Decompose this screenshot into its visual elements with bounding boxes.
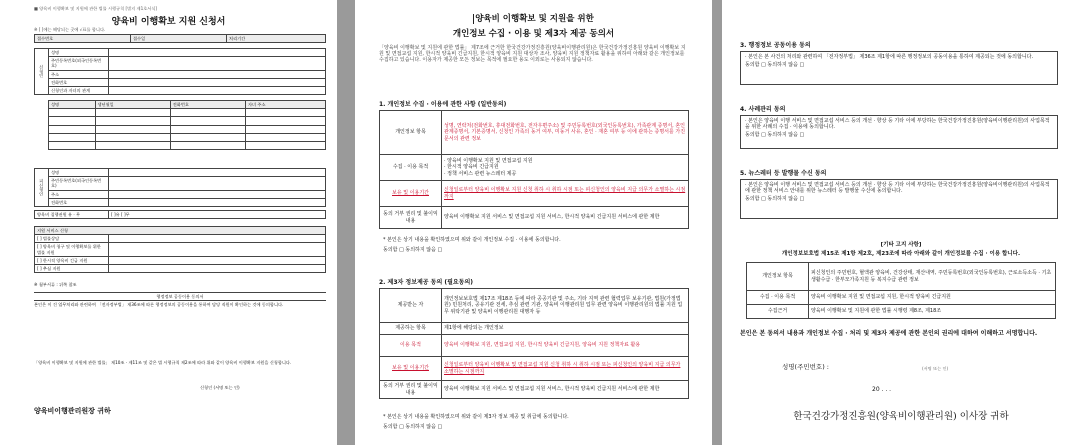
respondent-row-value[interactable] [109,169,326,177]
service-option[interactable]: [ ] 한시적 양육비 긴급 지원 [35,256,109,264]
child-cell[interactable] [170,117,245,125]
other-title: [기타 고지 사항] [880,242,922,248]
child-header-cell: 전화번호 [170,101,245,109]
header-cell: 접수번호 [35,35,131,43]
applicant-row-value[interactable] [109,57,326,70]
respondent-row-label: 주소 [49,190,109,198]
header-cell: 처리기간 [227,35,326,43]
child-header-cell: 자녀 주소 [246,101,326,109]
respondent-row-value[interactable] [109,190,326,198]
services-label: 지원 서비스 신청 [35,227,326,235]
attach-note: ※ 첨부서류 : 뒤쪽 참조 [34,282,77,287]
child-cell[interactable] [246,117,326,125]
support-table [34,210,326,219]
form-footer: 양육비이행관리원장 귀하 [34,407,111,415]
sign-label: 성명(주민번호) : [782,363,830,371]
s5-box [740,179,1058,219]
s3-agree[interactable]: 동의함 □ 동의하지 않음 □ [745,62,805,69]
form-sub-note: ※ [ ]에는 해당되는 곳에 √표를 합니다. [34,27,106,32]
applicant-table [34,48,326,95]
s1-value-purpose: · 양육비 이행확보 지원 및 면접교섭 지원 · 한시적 양육비 긴급지원 · 정책 서비스 관련 뉴스레터 제공 [442,155,689,181]
child-cell[interactable] [95,133,170,141]
closing-text: 본인은 본 동의서 내용과 개인정보 수집 · 처리 및 제3자 제공에 관한 본인의 권리에 대하여 이해하고 서명합니다. [740,330,1038,337]
other-table [746,262,1056,319]
s2-value-recipient: 개인정보보호법 제17조 제18조 등에 따라 공공기관 및 주소, 기타 지역 관련 협력업무 보유기관, 법원(가정법원) 민원처리, 공유기관 전세, 추심 관련 기관, 양육비 이행관리원 업무 관련 양육비 이행관리원의 법률 지원 업무 위탁기관 및 양육비 이행관리원 대행자 등 [442,289,689,323]
s2-label-refuse: 동의 거부 권리 및 불이익 내용 [380,381,442,399]
s1-value-period: 신청일로부터 양육비 이행확보 지원 신청 취하 시 취하 시점 또는 피신청인의 양육비 지급 의무가 소멸하는 시점까지 [442,181,689,207]
other-label-basis: 수집근거 [747,305,809,319]
s2-label-items: 제공하는 항목 [380,323,442,335]
service-option[interactable]: [ ] 추심 지원 [35,265,109,273]
service-desc [109,235,326,243]
s1-label-items: 개인정보 항목 [380,111,442,155]
consent-header: 행정정보 공동이용 동의서 [34,292,326,301]
applicant-row-label: 신청인과 자녀의 관계 [49,87,109,95]
consent-title-line2: 개인정보 수집 · 이용 및 제3자 제공 동의서 [452,29,615,39]
section2-note: * 본인은 상기 내용을 확인하였으며 위와 같이 제3자 정보 제공 및 취급에 동의합니다. [383,414,569,420]
child-cell[interactable] [95,125,170,133]
child-cell[interactable] [95,117,170,125]
consent-text: 본인은 이 건 업무처리와 관련하여 「전자정부법」 제36조에 따른 행정정보의 공동이용을 통하여 담당 직원이 확인하는 것에 동의합니다. [34,302,284,307]
s1-value-items: 성명, 연락처(전화번호, 휴대전화번호, 전자우편주소) 및 주민등록번호(외국인등록번호), 가족관계 증명서, 혼인관계증명서, 기본증명서, 신청인 가족의 동거 여부, 미동거 사유, 혼인 · 재혼 여부 등 이에 관하는 증명서를 가진 문서의 관련 정보 [442,111,689,155]
section1-note: * 본인은 상기 내용을 확인하였으며 위와 같이 개인정보 수집 · 이용에 동의합니다. [383,237,561,243]
other-value-purpose: 양육비 이행확보 지원 및 면접교섭 지원, 한시적 양육비 긴급지원 [809,291,1056,305]
service-desc [109,265,326,273]
child-cell[interactable] [170,125,245,133]
applicant-row-value[interactable] [109,49,326,57]
consent-footer: 한국건강가정진흥원(양육비이행관리원) 이사장 귀하 [793,411,1009,422]
service-desc [109,243,326,256]
services-table [34,226,326,273]
header-cell: 접수일 [131,35,227,43]
s1-label-refuse: 동의 거부 권리 및 불이익 내용 [380,207,442,229]
consent-intro: 「양육비 이행확보 및 지원에 관한 법률」 제7조에 근거한 한국건강가정진흥원(양육비이행관리원)은 한국건강가정진흥원 양육비 이행확보 지원 및 면접교섭 지원, 한시적 양육비 긴급지원, 한시적 양육비 지원 대상자 조사, 양육비 지원 정책자료 활용을 위하여 아래와 같은 개인정보를 수집하고 있습니다. 이용자가 제공한 모든 정보는 목적에 필요한 용도 이외로는 사용되지 않습니다. [379,45,686,64]
s2-value-period: 신청일로부터 양육비 이행확보 및 면접교섭 지원 신청 취하 시 취하 시점 또는 피신청인의 양육비 지급 의무가 소멸하는 시점까지 [442,357,689,381]
s3-box [740,51,1058,85]
applicant-row-value[interactable] [109,78,326,86]
page-privacy-consent [355,0,712,445]
applicant-row-value[interactable] [109,70,326,78]
respondent-label: 피신청인 [35,169,49,207]
page-consent-continued [722,0,1080,445]
child-cell[interactable] [49,125,96,133]
applicant-row-label: 전화번호 [49,78,109,86]
other-label-items: 개인정보 항목 [747,263,809,291]
s4-title: 4. 사례관리 동의 [740,106,786,113]
child-cell[interactable] [246,133,326,141]
section2-table [379,288,689,399]
section1-agree[interactable]: 동의함 □ 동의하지 않음 □ [383,247,443,253]
applicant-row-label: 주소 [49,70,109,78]
s2-label-recipient: 제공받는 자 [380,289,442,323]
respondent-row-label: 전화번호 [49,198,109,206]
child-cell[interactable] [246,109,326,117]
service-option[interactable]: [ ] 양육비 청구 및 이행확보를 위한 법률 지원 [35,243,109,256]
section2-title: 2. 제3자 정보제공 동의 (필요동의) [379,279,474,286]
applicant-row-label: 성명 [49,49,109,57]
section1-table [379,110,689,229]
applicant-row-label: 주민등록번호(외국인등록번호) [49,57,109,70]
child-cell[interactable] [170,109,245,117]
s4-agree[interactable]: 동의함 □ 동의하지 않음 □ [745,132,805,139]
child-cell[interactable] [170,133,245,141]
s2-value-purpose: 양육비 이행확보 지원, 면접교섭 지원, 한시적 양육비 긴급지원, 양육비 지원 정책자료 활용 [442,335,689,357]
s4-box [740,115,1058,149]
form-top-note: ■ 양육비 이행확보 및 지원에 관한 법률 시행규칙 [별지 제1호서식] [34,6,157,11]
s1-value-refuse: 양육비 이행확보 지원 서비스 및 면접교섭 지원 서비스, 한시적 양육비 긴급지원 서비스에 관한 제한 [442,207,689,229]
s2-label-period: 보유 및 이용기간 [380,357,442,381]
child-header-cell: 생년월일 [95,101,170,109]
s4-text: · 본인은 양육비 이행 서비스 및 면접교섭 서비스 등의 개선 · 향상 등 기타 이에 부당하는 한국건강가정진흥원(양육비이행관리원)의 사업목적을 위한 사례의 수집 · 이용에 동의합니다. [745,118,1050,131]
other-value-items: 피신청인의 주민번호, 혈액관 양육비, 건강상태, 재산내역, 주민등록번호(외국인등록번호), 근로소득소득 · 기초생활수급 · 한부모가족지원 등 복지수급 관련 정보 [809,263,1056,291]
applicant-row-value[interactable] [109,87,326,95]
other-sub: 개인정보보호법 제15조 제1항 제2호, 제23조에 따라 아래와 같이 개인정보를 수집 · 이용 합니다. [781,251,1021,257]
respondent-row-label: 성명 [49,169,109,177]
s1-label-period: 보유 및 이용기간 [380,181,442,207]
child-cell[interactable] [49,142,96,150]
child-cell[interactable] [95,142,170,150]
child-cell[interactable] [49,117,96,125]
s5-title: 5. 뉴스레터 등 발행물 수신 동의 [740,170,827,177]
child-cell[interactable] [170,142,245,150]
page-application-form [0,0,337,445]
section1-title: 1. 개인정보 수집 · 이용에 관한 사항 (일반동의) [379,101,507,108]
s2-value-refuse: 양육비 이행확보 지원 서비스 및 면접교섭 지원 서비스, 한시적 양육비 긴급지원 서비스에 관한 제한 [442,381,689,399]
service-option[interactable]: [ ] 법률상담 [35,235,109,243]
form-title: 양육비 이행확보 지원 신청서 [111,17,226,27]
s3-text: · 본인은 본 사건의 처리와 관련하여 「전자정부법」 제36조 제1항에 따른 행정정보의 공동이용을 통하여 제공되는 것에 동의합니다. [745,54,1034,60]
section2-agree[interactable]: 동의함 □ 동의하지 않음 □ [383,424,443,430]
declare-text: 「양육비 이행확보 및 지원에 관한 법률」 제10조 · 제11조 및 같은 법 시행규칙 제2조에 따라 위와 같이 양육비 이행확보 지원을 신청합니다. [34,360,292,365]
respondent-row-value[interactable] [109,198,326,206]
support-label: 양육비 집행권원 유 · 무 [35,211,109,219]
s5-text: · 본인은 양육비 이행 서비스 및 면접교섭 서비스 등의 개선 · 향상 등 기타 이에 부당하는 한국건강가정진흥원(양육비이행관리원)의 사업목적에 관한 정책 서비스 안내를 위한 뉴스레터 등 발행물 수신에 동의합니다. [745,182,1050,195]
child-cell[interactable] [246,142,326,150]
s2-value-items: 제1항에 해당되는 개인정보 [442,323,689,335]
child-table [48,100,326,150]
child-cell[interactable] [49,133,96,141]
consent-title-line1: 양육비 이행확보 및 지원을 위한 [475,14,594,24]
other-value-basis: 양육비 이행확보 및 지원에 관한 법률 시행령 제8조, 제18조 [809,305,1056,319]
s3-title: 3. 행정정보 공동이용 동의 [740,42,811,49]
respondent-row-label: 주민등록번호(외국인등록번호) [49,177,109,190]
other-label-purpose: 수집 · 이용 목적 [747,291,809,305]
respondent-table [34,168,326,207]
s1-label-purpose: 수집 · 이용 목적 [380,155,442,181]
respondent-row-value[interactable] [109,177,326,190]
s5-agree[interactable]: 동의함 □ 동의하지 않음 □ [745,196,805,203]
support-value[interactable]: [ ]유 [ ]무 [109,211,326,219]
applicant-sign[interactable]: 신청인 (서명 또는 인) [200,385,240,390]
child-cell[interactable] [246,125,326,133]
s2-label-purpose: 이용 목적 [380,335,442,357]
child-cell[interactable] [95,109,170,117]
service-desc [109,256,326,264]
date-line[interactable]: 20 . . . [872,386,892,393]
form-header-table [34,34,326,43]
applicant-label: 신청인 [35,49,49,95]
child-header-cell: 성명 [49,101,96,109]
child-cell[interactable] [49,109,96,117]
sign-hint[interactable]: (서명 또는 인) [922,366,949,371]
